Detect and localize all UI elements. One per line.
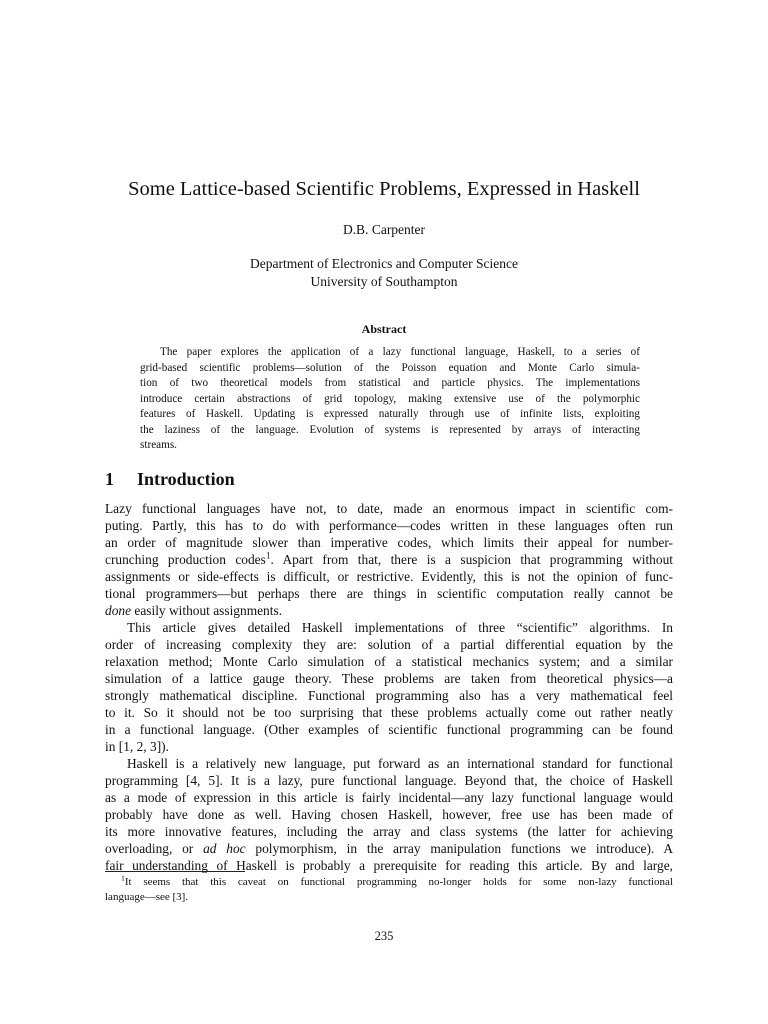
- affiliation-department: Department of Electronics and Computer Science: [249, 256, 519, 271]
- footnote-line: language—see [3].: [105, 891, 189, 903]
- abstract-line: introduce certain abstractions of grid topology, making extensive use of the polymorphic: [140, 392, 640, 405]
- body-line: [105, 602, 673, 619]
- body-line: an order of magnitude slower than imperative codes, which limits their appeal for number-: [105, 535, 673, 550]
- body-line: tional programmers—but perhaps there are things in scientific computation really cannot be: [105, 586, 673, 601]
- author-affiliation: [0, 255, 768, 291]
- footnote: [105, 875, 673, 905]
- footnote-rule: [105, 871, 245, 872]
- abstract-text: [140, 345, 640, 454]
- body-line-text: A: [654, 841, 674, 856]
- section-title: Introduction: [137, 469, 235, 489]
- body-text: [105, 500, 673, 874]
- body-line: [105, 840, 673, 857]
- body-line-text: overloading, or: [105, 841, 204, 856]
- body-line: programming [4, 5]. It is a lazy, pure functional language. Beyond that, the choice of Haskell: [105, 773, 673, 788]
- emphasis-text: ad hoc: [203, 841, 246, 856]
- body-line: [105, 551, 673, 568]
- abstract-line: grid-based scientific problems—solution of the Poisson equation and Monte Carlo simula-: [140, 361, 640, 374]
- body-line: Lazy functional languages have not, to date, made an enormous impact in scientific com-: [105, 501, 673, 516]
- body-line: puting. Partly, this has to do with performance—codes written in these languages often run: [105, 518, 673, 533]
- page-number: 235: [374, 929, 394, 943]
- footnote-ref[interactable]: 1: [265, 551, 271, 562]
- body-line: as a mode of expression in this article is fairly incidental—any lazy functional language would: [105, 790, 673, 805]
- abstract-line: tion of two theoretical models from statistical and particle physics. The implementations: [140, 377, 640, 389]
- abstract-line: the laziness of the language. Evolution of systems is represented by arrays of interacting: [140, 423, 640, 436]
- abstract-line: The paper explores the application of a lazy functional language, Haskell, to a series of: [160, 346, 640, 358]
- body-line: in a functional language. (Other examples of scientific functional programming can be found: [105, 722, 673, 737]
- abstract-line: streams.: [140, 439, 177, 451]
- body-line: its more innovative features, including the array and class systems (the latter for achieving: [105, 824, 673, 839]
- abstract-line: features of Haskell. Updating is expressed naturally through use of infinite lists, exploiting: [140, 408, 640, 420]
- footnote-text: It seems that this caveat on functional programming no-longer holds for some non-lazy functional: [124, 876, 673, 888]
- body-line: order of increasing complexity they are: solution of a partial differential equation by the: [105, 637, 673, 652]
- body-line: assignments or side-effects is difficult, or restrictive. Evidently, this is not the opinion of func-: [105, 569, 673, 584]
- body-line: in [1, 2, 3]).: [105, 739, 169, 754]
- body-line: This article gives detailed Haskell implementations of three “scientific” algorithms. In: [127, 620, 673, 635]
- paper-title: Some Lattice-based Scientific Problems, Expressed in Haskell: [128, 178, 640, 200]
- body-line: Haskell is a relatively new language, put forward as an international standard for functional: [127, 756, 673, 771]
- body-line: strongly mathematical discipline. Functional programming also has a very mathematical feel: [105, 688, 673, 703]
- section-heading: [105, 468, 235, 490]
- body-line-text: . Apart from that, there is a suspicion that programming without: [270, 552, 673, 567]
- section-number: 1: [105, 469, 114, 489]
- footnote-mark: 1: [121, 873, 125, 883]
- emphasis-text: done: [105, 603, 132, 618]
- footnote-line: [105, 875, 673, 890]
- body-line-text: easily without assignments.: [131, 603, 283, 618]
- body-line-text: polymorphism, in the array manipulation functions we introduce).: [245, 841, 655, 856]
- paper-author: D.B. Carpenter: [342, 222, 426, 237]
- body-line-text: crunching production codes: [105, 552, 266, 567]
- body-line: simulation of a lattice gauge theory. These problems are taken from theoretical physics—a: [105, 671, 673, 686]
- body-line: fair understanding of Haskell is probably a prerequisite for reading this article. By and large,: [105, 858, 673, 873]
- abstract-heading: Abstract: [361, 322, 407, 336]
- body-line: relaxation method; Monte Carlo simulation of a statistical mechanics system; and a similar: [105, 654, 673, 669]
- affiliation-university: University of Southampton: [310, 274, 458, 289]
- body-line: to it. So it should not be too surprising that these problems actually come out rather neatly: [105, 705, 673, 720]
- body-line: probably have done as well. Having chosen Haskell, however, free use has been made of: [105, 807, 673, 822]
